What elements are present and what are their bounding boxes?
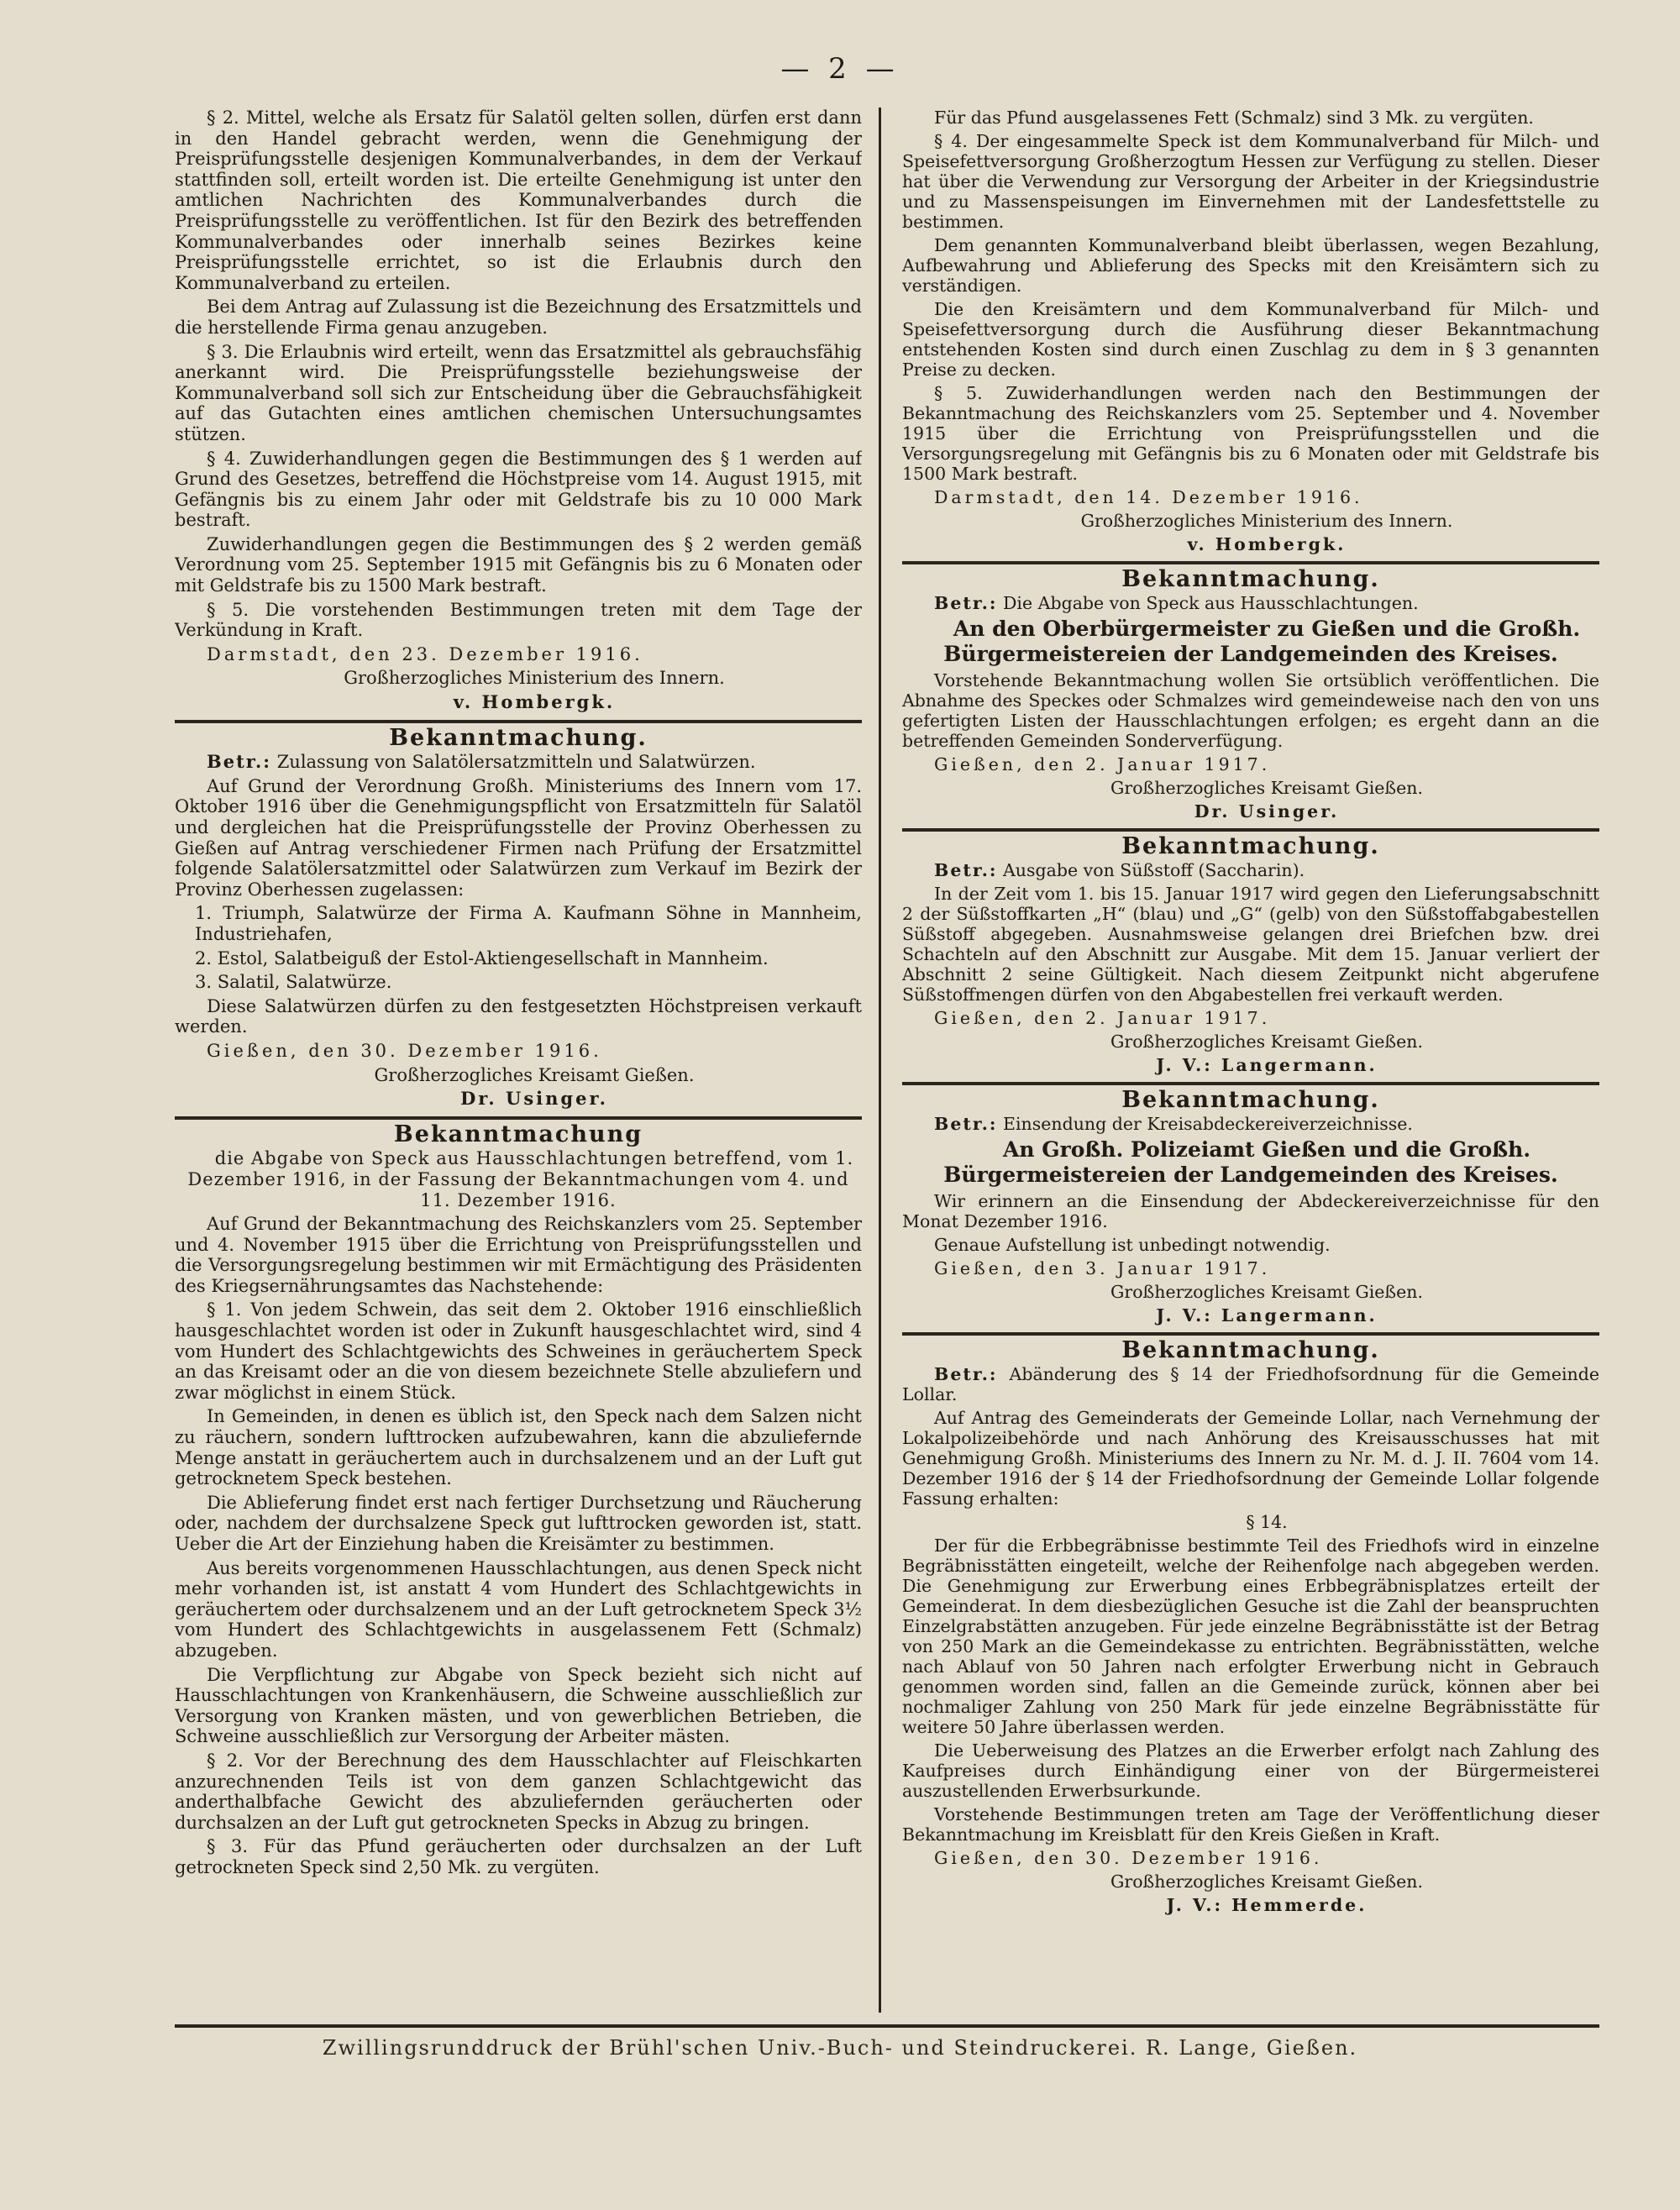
paragraph: Vorstehende Bestimmungen treten am Tage der Veröffentlichung dieser Bekanntmachung im Kreisblatt für den Kreis Gießen in Kraft.: [902, 1804, 1599, 1845]
paragraph: Vorstehende Bekanntmachung wollen Sie ortsüblich veröffentlichen. Die Abnahme des Speckes oder Schmalzes wird gemeindeweise nach den von uns gefertigten Listen der Hausschlachtungen erfolgen; es ergeht dann an die betreffenden Gemeinden Sonderverfügung.: [902, 670, 1599, 751]
divider: [902, 561, 1599, 564]
paragraph: § 4. Zuwiderhandlungen gegen die Bestimmungen des § 1 werden auf Grund des Gesetzes, betreffend die Höchstpreise vom 14. August 1915, mit Gefängnis bis zu einem Jahr oder mit Geldstrafe bis zu 10 000 Mark bestraft.: [175, 448, 862, 531]
notice-title: Bekanntmachung: [393, 1121, 643, 1147]
list-item: 3. Salatil, Salatwürze.: [195, 972, 392, 993]
list-item: 1. Triumph, Salatwürze der Firma A. Kaufmann Söhne in Mannheim, Industriehafen,: [195, 903, 862, 944]
place-date: Gießen, den 3. Januar 1917.: [934, 1258, 1271, 1278]
betr-text: Ausgabe von Süßstoff (Saccharin).: [1003, 860, 1305, 880]
authority: Großherzogliches Ministerium des Innern.: [1080, 511, 1453, 531]
paragraph: Diese Salatwürzen dürfen zu den festgesetzten Höchstpreisen verkauft werden.: [175, 995, 862, 1037]
authority: Großherzogliches Kreisamt Gießen.: [374, 1064, 695, 1085]
paragraph: § 2. Vor der Berechnung des dem Hausschlachter auf Fleischkarten anzurechnenden Teils ist von dem ganzen Schlachtgewicht das anderthalbfache Gewicht des abzuliefernden geräucherten oder durchsalzen an der Luft gut getrockneten Specks in Abzug zu bringen.: [175, 1750, 862, 1833]
authority: Großherzogliches Kreisamt Gießen.: [1110, 778, 1423, 798]
paragraph: § 5. Die vorstehenden Bestimmungen treten mit dem Tage der Verkündung in Kraft.: [175, 599, 862, 641]
right-column: [902, 108, 1599, 1955]
page-number: — 2 —: [780, 52, 900, 86]
authority: Großherzogliches Kreisamt Gießen.: [1110, 1282, 1423, 1302]
betr-label: Betr.:: [934, 1114, 998, 1134]
notice-subject: [902, 593, 1599, 613]
notice-subtitle: die Abgabe von Speck aus Hausschlachtungen betreffend, vom 1. Dezember 1916, in der Fassung der Bekanntmachungen vom 4. und 11. Dezember 1916.: [187, 1148, 854, 1210]
paragraph: Die Ablieferung findet erst nach fertiger Durchsetzung und Räucherung oder, nachdem der durchsalzene Speck gut lufttrocken geworden ist, statt. Ueber die Art der Einziehung haben die Kreisämter zu bestimmen.: [175, 1492, 862, 1554]
place-date: Gießen, den 2. Januar 1917.: [934, 1008, 1271, 1028]
place-date: Gießen, den 2. Januar 1917.: [934, 754, 1271, 774]
paragraph: § 5. Zuwiderhandlungen werden nach den Bestimmungen der Bekanntmachung des Reichskanzlers vom 25. September und 4. November 1915 über die Errichtung von Preisprüfungsstellen und die Versorgungsregelung mit Gefängnis bis zu 6 Monaten oder mit Geldstrafe bis 1500 Mark bestraft.: [902, 383, 1599, 484]
divider: [175, 1116, 862, 1120]
paragraph: Die den Kreisämtern und dem Kommunalverband für Milch- und Speisefettversorgung durch die Ausführung dieser Bekanntmachung entstehenden Kosten sind durch einen Zuschlag zu dem in § 3 genannten Preise zu decken.: [902, 299, 1599, 380]
signature: v. Hombergk.: [1187, 534, 1347, 554]
signature: Dr. Usinger.: [460, 1088, 608, 1110]
paragraph: Die Ueberweisung des Platzes an die Erwerber erfolgt nach Zahlung des Kaufpreises durch Einhändigung einer von der Bürgermeisterei auszustellenden Erwerbsurkunde.: [902, 1740, 1599, 1801]
authority: Großherzogliches Kreisamt Gießen.: [1110, 1871, 1423, 1892]
paragraph: § 2. Mittel, welche als Ersatz für Salatöl gelten sollen, dürfen erst dann in den Handel gebracht werden, wenn die Genehmigung der Preisprüfungsstelle desjenigen Kommunalverbandes, in dem der Verkauf stattfinden soll, erteilt worden ist. Die erteilte Genehmigung ist unter den amtlichen Nachrichten des Kommunalverbandes durch die Preisprüfungsstelle zu veröffentlichen. Ist für den Bezirk des betreffenden Kommunalverbandes oder innerhalb seines Bezirkes keine Preisprüfungsstelle errichtet, so ist die Erlaubnis durch den Kommunalverband zu erteilen.: [175, 108, 862, 293]
betr-label: Betr.:: [934, 1364, 998, 1384]
betr-label: Betr.:: [207, 751, 272, 773]
paragraph: Genaue Aufstellung ist unbedingt notwendig.: [934, 1235, 1331, 1255]
notice-subject: [902, 1114, 1599, 1134]
paragraph: Auf Grund der Bekanntmachung des Reichskanzlers vom 25. September und 4. November 1915 über die Errichtung von Preisprüfungsstellen und die Versorgungsregelung bestimmen wir mit Ermächtigung des Präsidenten des Kriegsernährungsamtes das Nachstehende:: [175, 1214, 862, 1296]
place-date: Darmstadt, den 14. Dezember 1916.: [934, 487, 1363, 507]
divider: [902, 828, 1599, 832]
betr-text: Abänderung des § 14 der Friedhofsordnung für die Gemeinde Lollar.: [902, 1364, 1599, 1404]
place-date: Gießen, den 30. Dezember 1916.: [207, 1040, 602, 1061]
left-column: [175, 108, 862, 1955]
paragraph: Für das Pfund ausgelassenes Fett (Schmalz) sind 3 Mk. zu vergüten.: [934, 108, 1534, 128]
signature: J. V.: Langermann.: [1156, 1305, 1378, 1325]
paragraph: Aus bereits vorgenommenen Hausschlachtungen, aus denen Speck nicht mehr vorhanden ist, ist anstatt 4 vom Hundert des Schlachtgewichts in geräuchertem oder durchsalzenem und an der Luft getrocknetem Speck 3½ vom Hundert des Schlachtgewichts in ausgelassenem Fett (Schmalz) abzugeben.: [175, 1557, 862, 1661]
paragraph: Der für die Erbbegräbnisse bestimmte Teil des Friedhofs wird in einzelne Begräbnisstätten eingeteilt, welche der Reihenfolge nach abgegeben werden. Die Genehmigung zur Erwerbung eines Erbbegräbnisplatzes erteilt der Gemeinderat. In dem diesbezüglichen Gesuche ist die Zahl der beanspruchten Einzelgrabstätten anzugeben. Für jede einzelne Begräbnisstätte ist der Betrag von 250 Mark an die Gemeindekasse zu entrichten. Begräbnisstätten, welche nach Ablauf von 50 Jahren nach erfolgter Erwerbung nicht in Gebrauch genommen worden sind, fallen an die Gemeinde zurück, können aber bei nochmaliger Zahlung von 250 Mark für jede einzelne Begräbnisstätte für weitere 50 Jahre überlassen werden.: [902, 1535, 1599, 1737]
printer-imprint: Zwillingsrunddruck der Brühl'schen Univ.-Buch- und Steindruckerei. R. Lange, Gießen.: [322, 2036, 1358, 2060]
notice-title: Bekanntmachung.: [1121, 833, 1380, 859]
list-item: 2. Estol, Salatbeiguß der Estol-Aktiengesellschaft in Mannheim.: [195, 948, 769, 969]
divider: [902, 1082, 1599, 1085]
place-date: Gießen, den 30. Dezember 1916.: [934, 1848, 1323, 1868]
betr-text: Einsendung der Kreisabdeckereiverzeichnisse.: [1003, 1114, 1413, 1134]
place-date: Darmstadt, den 23. Dezember 1916.: [207, 643, 643, 664]
paragraph: In der Zeit vom 1. bis 15. Januar 1917 wird gegen den Lieferungsabschnitt 2 der Süßstoffkarten „H“ (blau) und „G“ (gelb) von den Süßstoffabgabestellen Süßstoff abgegeben. Ausnahmsweise gelangen drei Briefchen bzw. drei Schachteln auf den Abschnitt zur Ausgabe. Mit dem 15. Januar verliert der Abschnitt 2 seine Gültigkeit. Nach diesem Zeitpunkt nicht abgerufene Süßstoffmengen dürfen von den Abgabestellen frei verkauft werden.: [902, 884, 1599, 1005]
divider: [902, 1332, 1599, 1336]
paragraph: Bei dem Antrag auf Zulassung ist die Bezeichnung des Ersatzmittels und die herstellende Firma genau anzugeben.: [175, 297, 862, 338]
betr-label: Betr.:: [934, 860, 998, 880]
notice-title: Bekanntmachung.: [1121, 1087, 1380, 1113]
notice-address: An Großh. Polizeiamt Gießen und die Großh. Bürgermeistereien der Landgemeinden des Kreises.: [943, 1137, 1558, 1187]
signature: J. V.: Langermann.: [1156, 1055, 1378, 1075]
paragraph: Wir erinnern an die Einsendung der Abdeckereiverzeichnisse für den Monat Dezember 1916.: [902, 1191, 1599, 1231]
notice-title: Bekanntmachung.: [389, 724, 648, 751]
notice-title: Bekanntmachung.: [1121, 1337, 1380, 1363]
paragraph: Auf Antrag des Gemeinderats der Gemeinde Lollar, nach Vernehmung der Lokalpolizeibehörde und nach Anhörung des Kreisausschusses hat mit Genehmigung Großh. Ministeriums des Innern zu Nr. M. d. J. II. 7604 vom 14. Dezember 1916 der § 14 der Friedhofsordnung der Gemeinde Lollar folgende Fassung erhalten:: [902, 1408, 1599, 1509]
betr-label: Betr.:: [934, 593, 998, 613]
notice-subject: [902, 1364, 1599, 1404]
paragraph: § 3. Die Erlaubnis wird erteilt, wenn das Ersatzmittel als gebrauchsfähig anerkannt wird. Die Preisprüfungsstelle beziehungsweise der Kommunalverband soll sich zur Entscheidung über die Gebrauchsfähigkeit auf das Gutachten eines amtlichen chemischen Untersuchungsamtes stützen.: [175, 341, 862, 444]
signature: Dr. Usinger.: [1194, 801, 1340, 822]
paragraph: Zuwiderhandlungen gegen die Bestimmungen des § 2 werden gemäß Verordnung vom 25. September 1915 mit Gefängnis bis zu 6 Monaten oder mit Geldstrafe bis zu 1500 Mark bestraft.: [175, 533, 862, 596]
paragraph: In Gemeinden, in denen es üblich ist, den Speck nach dem Salzen nicht zu räuchern, sondern lufttrocken aufzubewahren, kann die abzuliefernde Menge anstatt in geräuchertem auch in durchsalzenem und an der Luft gut getrocknetem Speck bestehen.: [175, 1406, 862, 1489]
paragraph: § 4. Der eingesammelte Speck ist dem Kommunalverband für Milch- und Speisefettversorgung Großherzogtum Hessen zur Verfügung zu stellen. Dieser hat über die Verwendung zur Versorgung der Arbeiter in der Kriegsindustrie und zu Massenspeisungen im Einvernehmen mit der Landesfettstelle zu bestimmen.: [902, 131, 1599, 232]
footer-divider: [175, 2024, 1599, 2028]
notice-title: Bekanntmachung.: [1121, 566, 1380, 592]
paragraph: § 3. Für das Pfund geräucherten oder durchsalzen an der Luft getrockneten Speck sind 2,50 Mk. zu vergüten.: [175, 1836, 862, 1877]
paragraph: Die Verpflichtung zur Abgabe von Speck bezieht sich nicht auf Hausschlachtungen von Krankenhäusern, die Schweine ausschließlich zur Versorgung von Kranken mästen, und von gewerblichen Betrieben, die Schweine ausschließlich zur Versorgung der Arbeiter mästen.: [175, 1664, 862, 1747]
paragraph: § 1. Von jedem Schwein, das seit dem 2. Oktober 1916 einschließlich hausgeschlachtet worden ist oder in Zukunft hausgeschlachtet wird, sind 4 vom Hundert des Schlachtgewichts des Schweines in geräuchertem Speck an das Kreisamt oder an die von diesem bezeichnete Stelle abzuliefern und zwar möglichst in einem Stück.: [175, 1299, 862, 1403]
betr-text: Zulassung von Salatölersatzmitteln und Salatwürzen.: [276, 752, 756, 773]
divider: [175, 720, 862, 723]
betr-text: Die Abgabe von Speck aus Hausschlachtungen.: [1003, 593, 1419, 613]
paragraph: Auf Grund der Verordnung Großh. Ministeriums des Innern vom 17. Oktober 1916 über die Genehmigungspflicht von Ersatzmitteln für Salatöl und dergleichen hat die Preisprüfungsstelle der Provinz Oberhessen zu Gießen auf Antrag verschiedener Firmen nach Prüfung der Ersatzmittel folgende Salatölersatzmittel oder Salatwürzen zum Verkauf im Bezirk der Provinz Oberhessen zugelassen:: [175, 775, 862, 900]
notice-address: An den Oberbürgermeister zu Gießen und die Großh. Bürgermeistereien der Landgemeinden des Kreises.: [943, 617, 1581, 666]
paragraph: Dem genannten Kommunalverband bleibt überlassen, wegen Bezahlung, Aufbewahrung und Ablieferung des Specks mit den Kreisämtern sich zu verständigen.: [902, 235, 1599, 296]
signature: v. Hombergk.: [453, 691, 616, 713]
column-divider: [879, 108, 881, 2013]
section-heading: § 14.: [1246, 1512, 1288, 1532]
signature: J. V.: Hemmerde.: [1166, 1895, 1368, 1915]
authority: Großherzogliches Ministerium des Innern.: [344, 668, 725, 689]
notice-subject: [175, 752, 862, 773]
notice-subject: [902, 860, 1599, 880]
authority: Großherzogliches Kreisamt Gießen.: [1110, 1032, 1423, 1052]
